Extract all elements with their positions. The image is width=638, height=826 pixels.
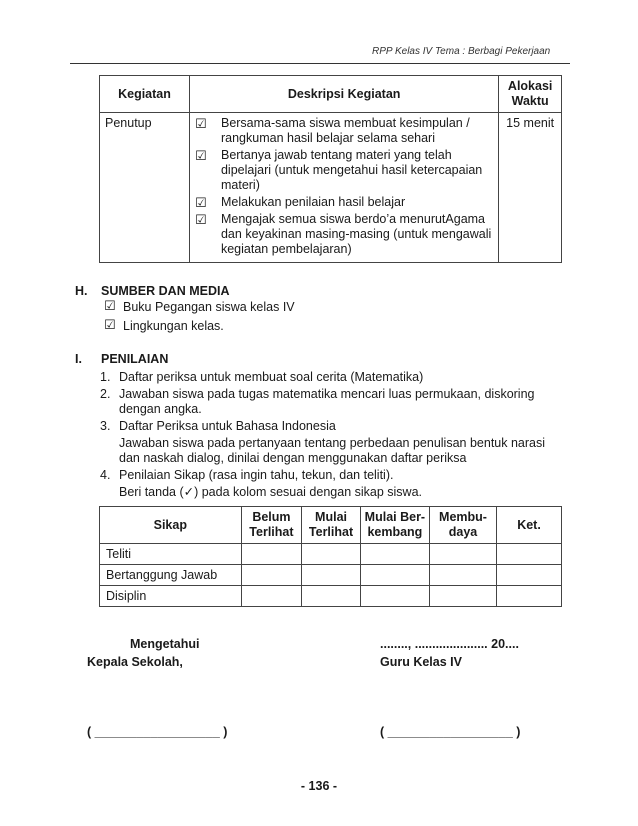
table-cell: [497, 565, 562, 586]
attitude-table: [99, 506, 562, 607]
item-subtext: Beri tanda (✓) pada kolom sesuai dengan sikap siswa.: [119, 485, 422, 499]
item-number: 3.: [100, 419, 111, 433]
activity-phase: Penutup: [100, 113, 190, 263]
section-letter: H.: [75, 284, 88, 298]
item-number: 1.: [100, 370, 111, 384]
section-i-heading: [75, 352, 168, 366]
checked-box-icon: ☑: [194, 195, 207, 210]
signature-left-blank: ( __________________ ): [87, 725, 228, 739]
list-item: [100, 468, 560, 483]
description-item: [195, 212, 493, 257]
page-number: - 136 -: [300, 779, 338, 793]
table-cell: [241, 586, 302, 607]
header-notes: Ket.: [497, 507, 562, 544]
header-activity: Kegiatan: [100, 76, 190, 113]
activity-table: [99, 75, 562, 263]
table-cell: [429, 565, 496, 586]
header-starting: Mulai Terlihat: [302, 507, 361, 544]
checked-box-icon: ☑: [194, 212, 207, 227]
signature-right-blank: ( __________________ ): [380, 725, 521, 739]
assessment-list: [100, 370, 560, 502]
description-text: Melakukan penilaian hasil belajar: [220, 195, 406, 209]
item-subtext: Jawaban siswa pada pertanyaan tentang perbedaan penulisan bentuk narasi dan naskah dialog, dinilai dengan menggunakan daftar periksa: [119, 436, 546, 465]
description-text: Bersama-sama siswa membuat kesimpulan / rangkuman hasil belajar selama sehari: [220, 116, 470, 145]
activity-time: 15 menit: [499, 113, 562, 263]
table-cell: [241, 544, 302, 565]
table-cell: [302, 586, 361, 607]
table-cell: [429, 586, 496, 607]
activity-row: [100, 113, 562, 263]
table-row: [100, 544, 562, 565]
item-number: 2.: [100, 387, 111, 401]
section-h-list: [104, 298, 295, 336]
signature-right-role: Guru Kelas IV: [380, 655, 462, 669]
list-item-text: Lingkungan kelas.: [123, 319, 224, 333]
section-title: PENILAIAN: [101, 352, 169, 366]
checked-box-icon: ☑: [104, 298, 116, 313]
activity-description: [189, 113, 498, 263]
section-letter: I.: [75, 352, 82, 366]
running-header: RPP Kelas IV Tema : Berbagi Pekerjaan: [372, 46, 551, 57]
table-cell: [360, 586, 429, 607]
description-text: Mengajak semua siswa berdo’a menurutAgama dan keyakinan masing-masing (untuk mengawali kegiatan pembelajaran): [220, 212, 492, 256]
signature-left-role: Kepala Sekolah,: [87, 655, 183, 669]
attitude-name: Disiplin: [100, 586, 242, 607]
list-item: [104, 317, 295, 336]
activity-table-header: [100, 76, 562, 113]
table-cell: [429, 544, 496, 565]
attitude-name: Teliti: [100, 544, 242, 565]
list-item-text: Buku Pegangan siswa kelas IV: [123, 300, 295, 314]
header-attitude: Sikap: [100, 507, 242, 544]
item-text: Daftar Periksa untuk Bahasa Indonesia: [119, 419, 336, 433]
signature-right-date: ........, ..................... 20....: [380, 637, 519, 651]
header-time: Alokasi Waktu: [499, 76, 562, 113]
checked-box-icon: ☑: [104, 317, 116, 332]
list-item: [100, 387, 560, 417]
header-rule: [70, 63, 570, 64]
header-developing: Mulai Ber-kembang: [360, 507, 429, 544]
list-item: [100, 370, 560, 385]
table-row: [100, 565, 562, 586]
table-row: [100, 586, 562, 607]
attitude-name: Bertanggung Jawab: [100, 565, 242, 586]
table-cell: [497, 544, 562, 565]
table-cell: [302, 544, 361, 565]
section-title: SUMBER DAN MEDIA: [101, 284, 230, 298]
item-text: Jawaban siswa pada tugas matematika mencari luas permukaan, diskoring dengan angka.: [119, 387, 535, 416]
table-cell: [497, 586, 562, 607]
description-item: [195, 195, 493, 210]
attitude-table-header: [100, 507, 562, 544]
description-item: [195, 116, 493, 146]
description-item: [195, 148, 493, 193]
table-cell: [360, 544, 429, 565]
description-text: Bertanya jawab tentang materi yang telah dipelajari (untuk mengetahui hasil ketercapaian materi): [220, 148, 483, 192]
signature-left-title: Mengetahui: [130, 637, 200, 651]
header-habitual: Membu-daya: [429, 507, 496, 544]
table-cell: [360, 565, 429, 586]
table-cell: [302, 565, 361, 586]
header-not-seen: Belum Terlihat: [241, 507, 302, 544]
checked-box-icon: ☑: [194, 116, 207, 131]
item-text: Penilaian Sikap (rasa ingin tahu, tekun, dan teliti).: [119, 468, 394, 482]
section-h-heading: [75, 284, 229, 298]
header-description: Deskripsi Kegiatan: [189, 76, 498, 113]
table-cell: [241, 565, 302, 586]
item-text: Daftar periksa untuk membuat soal cerita (Matematika): [119, 370, 424, 384]
list-item: [100, 419, 560, 434]
item-number: 4.: [100, 468, 111, 482]
list-item: [104, 298, 295, 317]
checked-box-icon: ☑: [194, 148, 207, 163]
